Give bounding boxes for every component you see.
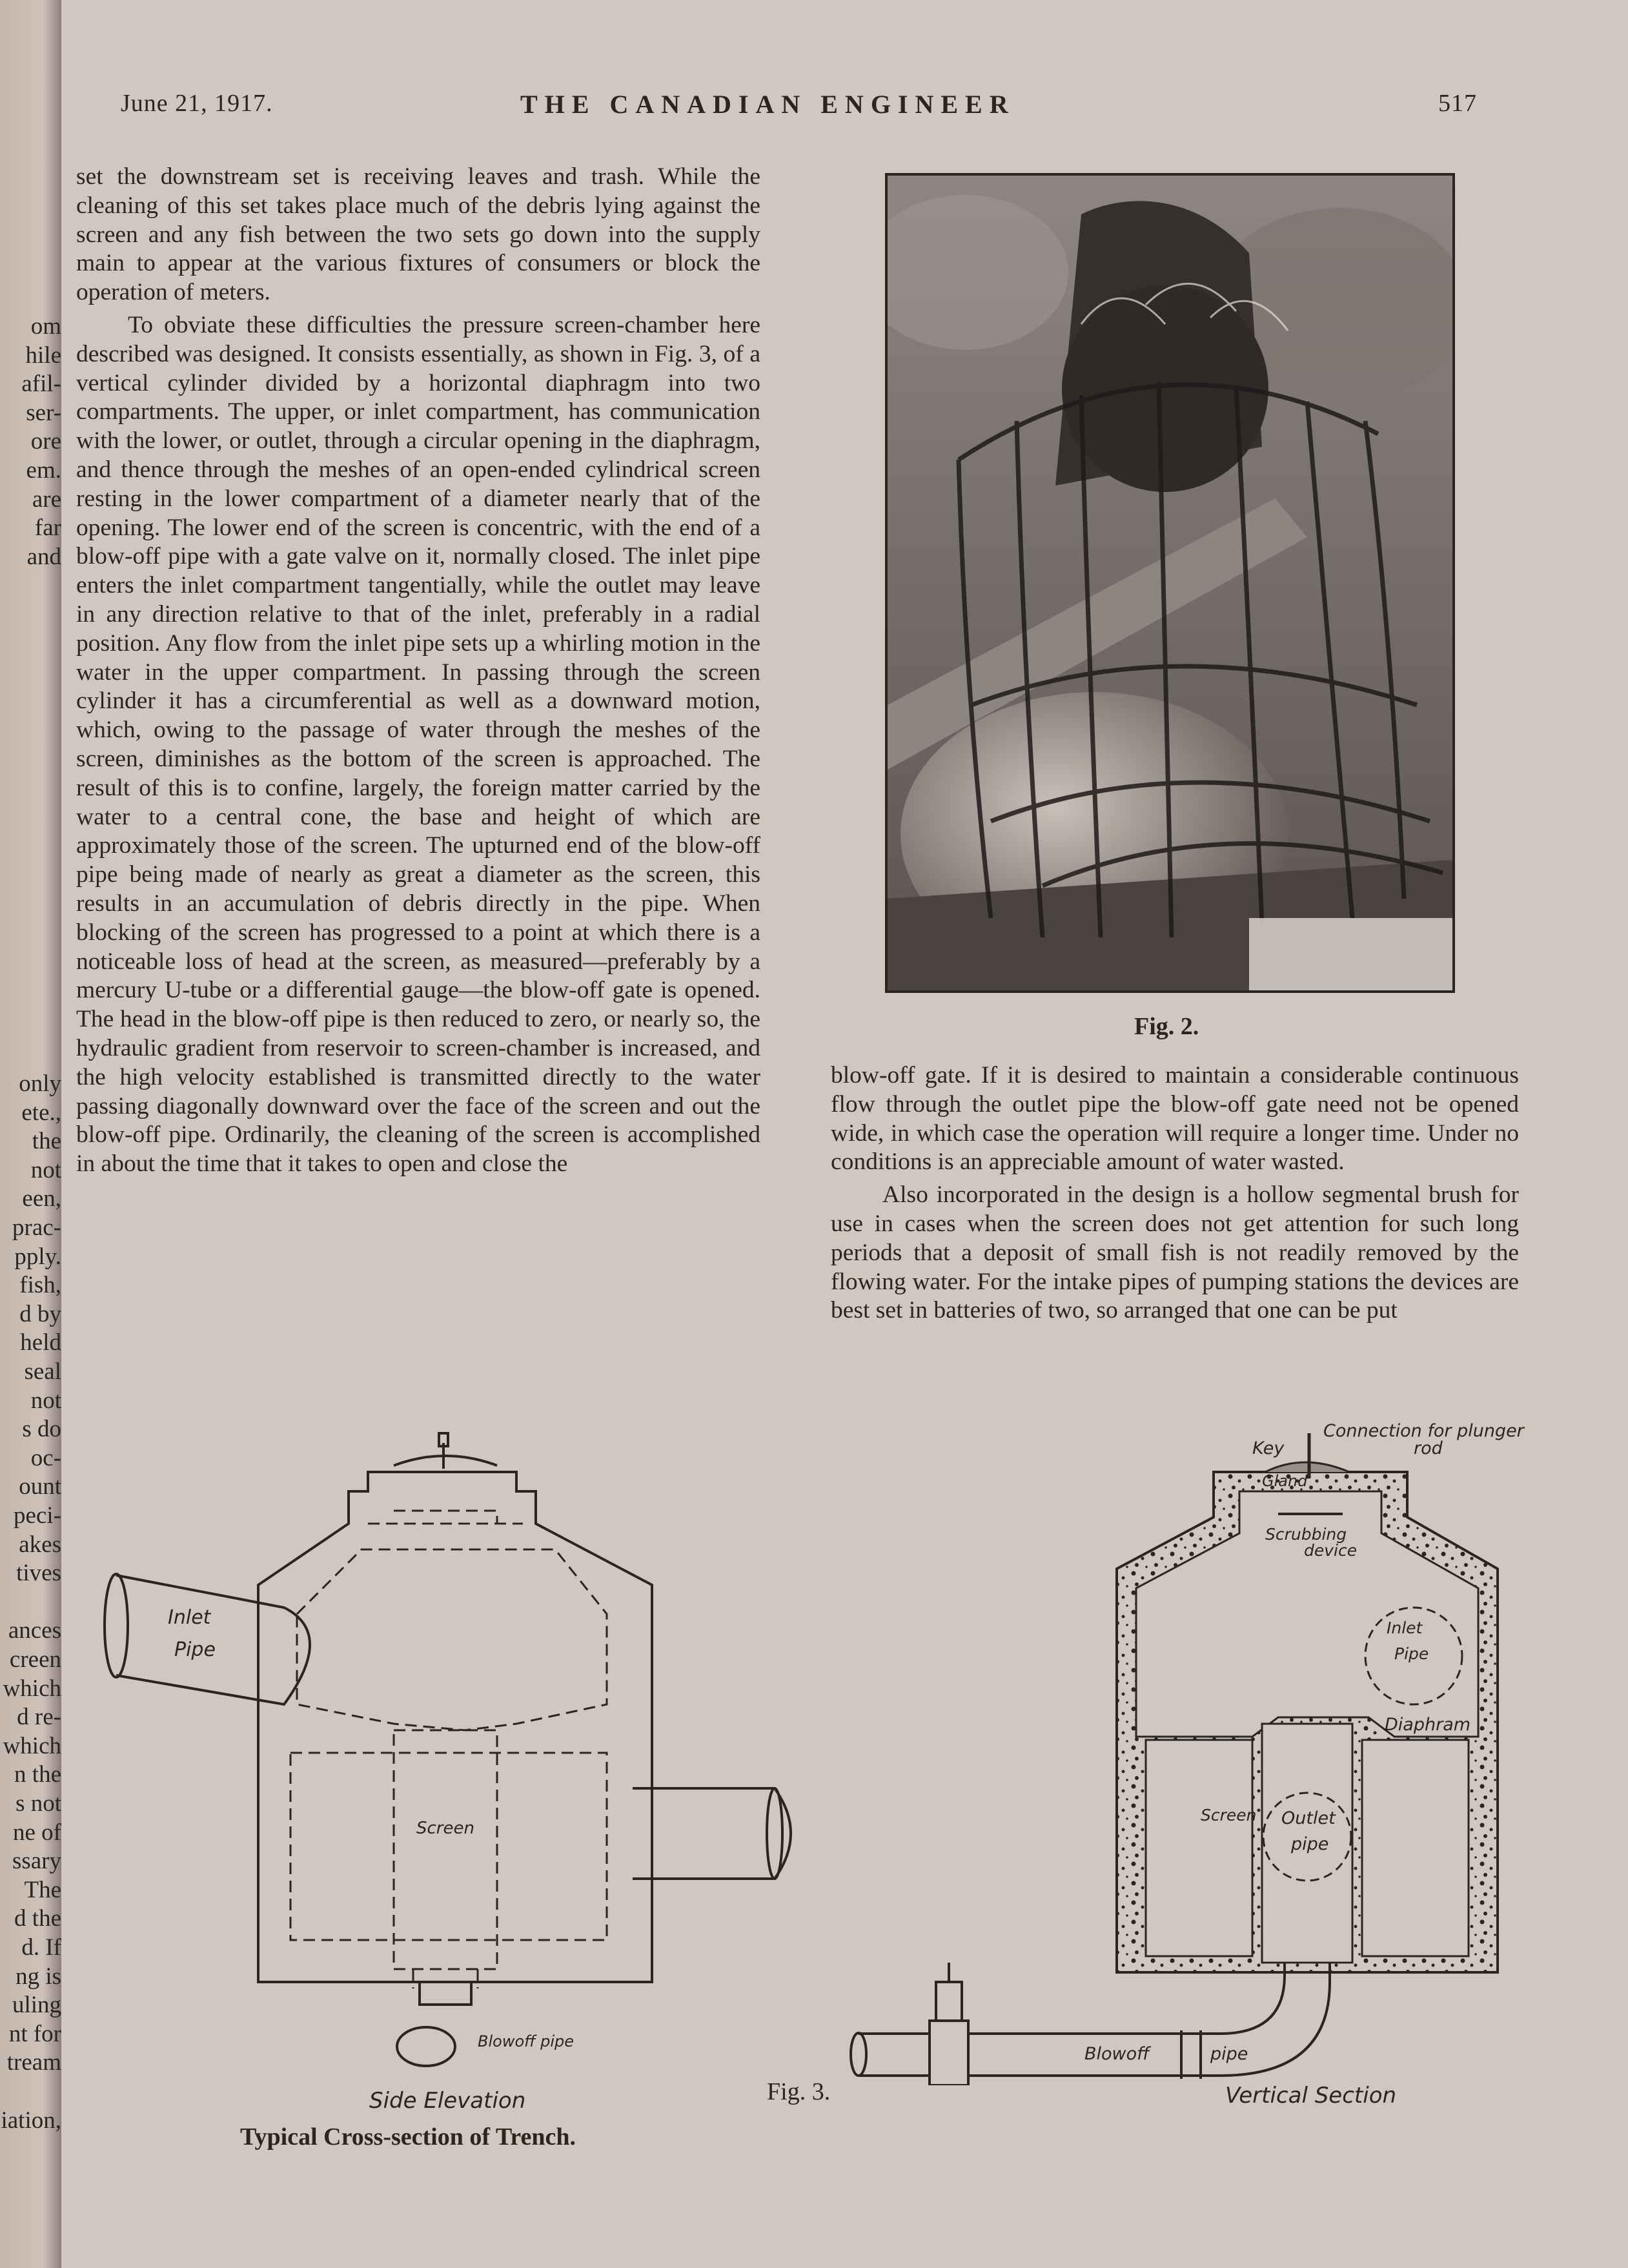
- gutter-fragment: om: [30, 313, 61, 340]
- gutter-fragment: s do: [22, 1416, 61, 1443]
- gutter-fragment: tives: [16, 1560, 61, 1587]
- right-column-text: [831, 1061, 1519, 1325]
- device-label: device: [1304, 1541, 1358, 1560]
- gutter-fragment: and: [26, 543, 61, 570]
- rod-label: rod: [1414, 1438, 1443, 1458]
- gutter-fragment: not: [30, 1156, 61, 1183]
- side-elevation-title: Side Elevation: [369, 2088, 526, 2114]
- vertical-section-diagram: [839, 1414, 1536, 2085]
- gutter-fragment: not: [30, 1387, 61, 1414]
- vertical-blowoff-label: Blowoff: [1084, 2044, 1150, 2064]
- gutter-fragment: afil-: [21, 371, 61, 398]
- gutter-fragment: seal: [24, 1358, 61, 1385]
- gutter-fragment: s not: [15, 1790, 61, 1817]
- gutter-fragment: tream: [6, 2049, 61, 2076]
- gutter-fragment: held: [20, 1329, 61, 1356]
- header-journal-title: THE CANADIAN ENGINEER: [520, 90, 1015, 119]
- gutter-fragment: uling: [12, 1992, 61, 2019]
- gutter-fragment: are: [32, 485, 61, 513]
- side-screen-label: Screen: [416, 1819, 474, 1838]
- gutter-fragment: peci-: [14, 1502, 61, 1529]
- gutter-fragment: prac-: [12, 1214, 61, 1241]
- paragraph: To obviate these difficulties the pressure screen-chamber here described was designed. It consists essentially, as shown in Fig. 3, of a vertical cylinder divided by a horizontal diaphragm into two compartments. The upper, or inlet compartment, has communication with the lower, or outlet, through a circular opening in the diaphragm, and thence through the meshes of an open-ended cylindrical screen resting in the lower compartment of a diameter nearly that of the opening. The lower end of the screen is concentric, with the end of a blow-off pipe with a gate valve on it, normally closed. The inlet pipe enters the inlet compartment tangentially, while the outlet may leave in any direction relative to that of the inlet, preferably in a radial position. Any flow from the inlet pipe sets up a whirling motion in the water in the upper compartment. In passing through the screen cylinder it has a circumferential as well as a downward motion, which, owing to the passage of water through the meshes of the screen, diminishes as the bottom of the screen is approached. The result of this is to confine, largely, the foreign matter carried by the water to a central cone, the base and height of which are approximately those of the screen. The upturned end of the blow-off pipe being made of nearly as great a diameter as the screen, this results in an accumulation of debris directly in the pipe. When blocking of the screen has progressed to a point at which there is a noticeable loss of head at the screen, as measured—preferably by a mercury U-tube or a differential gauge—the blow-off gate is opened. The head in the blow-off pipe is then reduced to zero, or nearly so, the hydraulic gradient from reservoir to screen-chamber is increased, and the high velocity established is transmitted directly to the water passing diagonally downward over the face of the screen and out the blow-off pipe. Ordinarily, the cleaning of the screen is accomplished in about the time that it takes to open and close the: [76, 311, 760, 1178]
- left-column-text: [76, 163, 760, 1179]
- paragraph: set the downstream set is receiving leaves and trash. While the cleaning of this set takes place much of the debris lying against the screen and any fish between the two sets go down into the supply main to appear at the various fixtures of consumers or block the operation of meters.: [76, 163, 760, 306]
- gutter-fragment: creen: [9, 1646, 61, 1673]
- side-elevation-subtitle: Typical Cross-section of Trench.: [240, 2123, 576, 2151]
- header-page-number: 517: [1438, 90, 1477, 117]
- gutter-fragment: ore: [30, 428, 61, 455]
- side-inlet-label: Inlet: [168, 1606, 211, 1629]
- gutter-fragment: which: [3, 1732, 61, 1759]
- vertical-section-title: Vertical Section: [1225, 2083, 1397, 2109]
- gutter-fragment: ete.,: [21, 1099, 61, 1126]
- gutter-fragment: the: [32, 1128, 61, 1155]
- gutter-fragment: oc-: [30, 1444, 61, 1471]
- gutter-fragment: ances: [8, 1617, 61, 1644]
- gutter-fragment: pply.: [14, 1243, 61, 1270]
- scrubbing-label: Scrubbing: [1265, 1525, 1347, 1544]
- gutter-fragment: hile: [25, 342, 61, 369]
- gutter-fragment: which: [3, 1675, 61, 1702]
- gutter-fragment: een,: [22, 1185, 61, 1212]
- side-pipe-label: Pipe: [174, 1639, 216, 1661]
- connection-label: Connection for plunger: [1323, 1421, 1524, 1441]
- gutter-fragment: n the: [14, 1761, 61, 1788]
- vertical-screen-label: Screen: [1201, 1806, 1257, 1824]
- gutter-fragment: nt for: [8, 2020, 61, 2047]
- gutter-fragment: ser-: [26, 399, 61, 426]
- key-label: Key: [1252, 1438, 1285, 1458]
- outlet-pipe-label: pipe: [1291, 1834, 1329, 1854]
- vertical-blowoff-pipe-label: pipe: [1210, 2044, 1248, 2064]
- gutter-fragment: d. If: [21, 1934, 61, 1961]
- gutter-fragment: iation,: [1, 2107, 61, 2134]
- gutter-fragment: d by: [19, 1300, 61, 1327]
- screen-cage-photo-image: [888, 176, 1452, 990]
- gutter-fragment: The: [24, 1876, 61, 1903]
- gutter-fragment: ount: [19, 1473, 61, 1500]
- side-elevation-diagram: [90, 1420, 800, 2130]
- gutter-fragment: ng is: [15, 1963, 61, 1990]
- gutter-fragment: only: [19, 1070, 61, 1097]
- adjacent-page-gutter: [0, 0, 61, 2268]
- fig2-caption: Fig. 2.: [1134, 1013, 1199, 1040]
- gutter-fragment: d the: [14, 1905, 61, 1932]
- gutter-fragment: d re-: [17, 1704, 61, 1731]
- gutter-fragment: akes: [19, 1531, 61, 1558]
- diaphragm-label: Diaphram: [1385, 1715, 1471, 1735]
- header-date: June 21, 1917.: [121, 90, 273, 117]
- paragraph: Also incorporated in the design is a hollow segmental brush for use in cases when the screen does not get attention for such long periods that a deposit of small fish is not readily removed by the flowing water. For the intake pipes of pumping stations the devices are best set in batteries of two, so arranged that one can be put: [831, 1181, 1519, 1324]
- outlet-label: Outlet: [1281, 1808, 1336, 1828]
- gutter-fragment: ne of: [13, 1819, 61, 1846]
- side-blowoff-label: Blowoff pipe: [478, 2032, 574, 2050]
- fig2-photograph: [885, 173, 1455, 993]
- gland-label: Gland: [1262, 1472, 1308, 1490]
- gutter-fragment: far: [34, 515, 61, 542]
- gutter-fragment: em.: [26, 457, 61, 484]
- fig3-caption: Fig. 3.: [767, 2078, 831, 2105]
- inlet-pipe-label: Pipe: [1394, 1644, 1429, 1663]
- gutter-fragment: fish,: [19, 1272, 61, 1299]
- paragraph: blow-off gate. If it is desired to maintain a considerable continuous flow through the outlet pipe the blow-off gate need not be opened wide, in which case the operation will require a longer time. Under no conditions is an appreciable amount of water wasted.: [831, 1062, 1519, 1176]
- gutter-fragment: ssary: [12, 1848, 61, 1875]
- inlet-label: Inlet: [1387, 1619, 1423, 1637]
